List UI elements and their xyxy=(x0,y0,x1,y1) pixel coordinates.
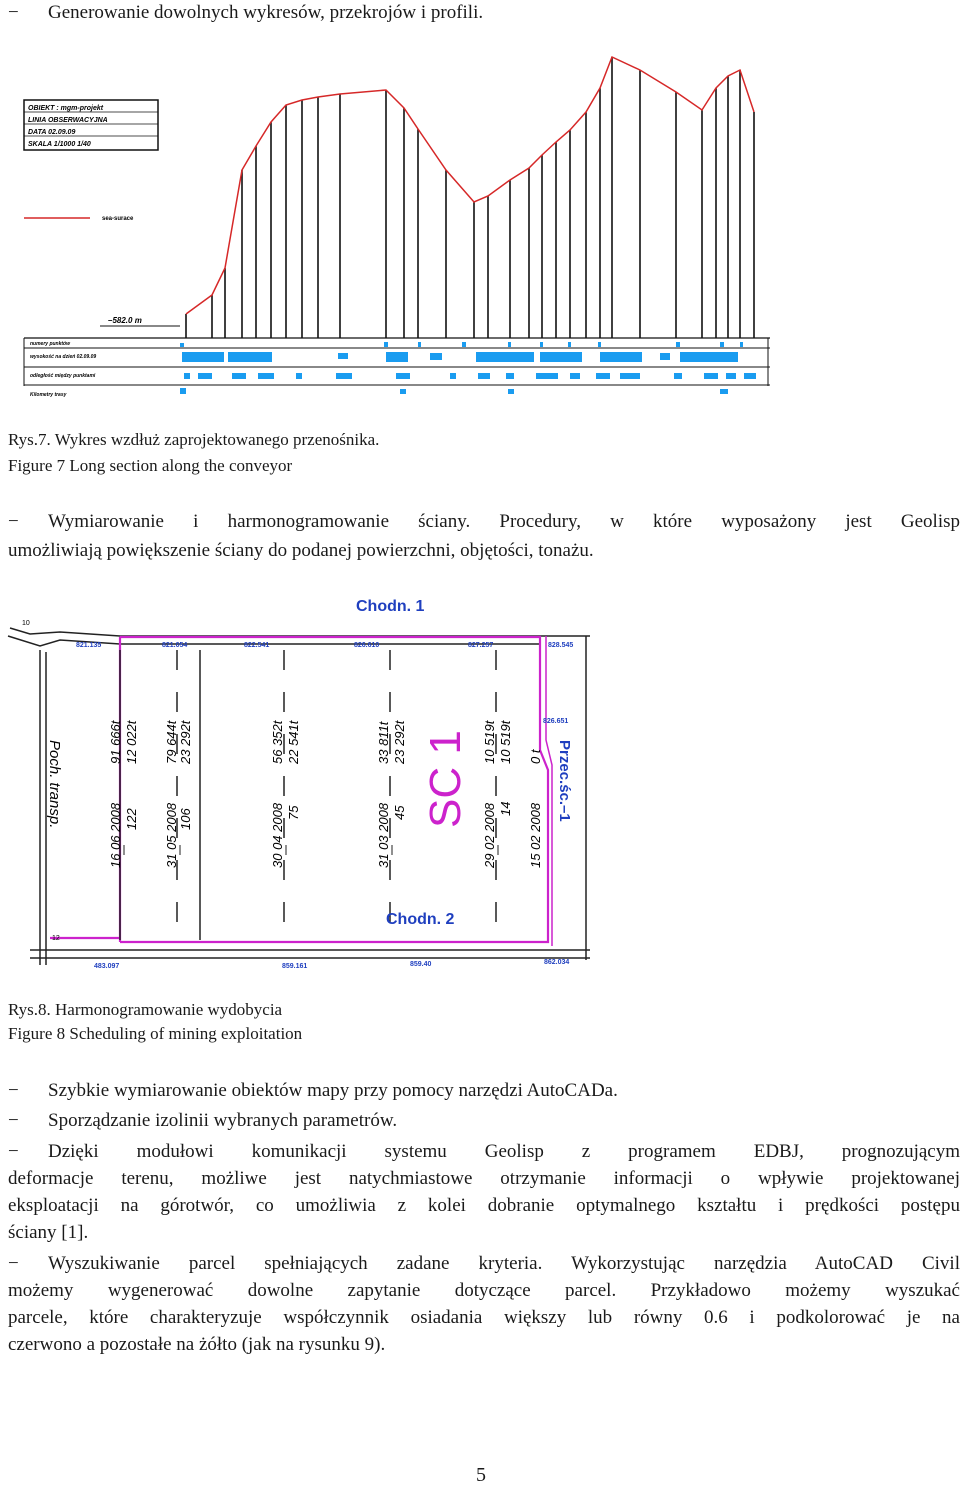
top-label-0: 821.135 xyxy=(76,642,102,649)
bullet-wymiarowanie-line1 xyxy=(8,508,960,535)
col5-date: 15 02 2008 xyxy=(528,802,543,868)
col3-t2: 23 292t xyxy=(392,720,407,764)
col5-t1: 0 t xyxy=(528,749,543,764)
legend-row-3: SKALA 1/1000 1/40 xyxy=(28,141,91,148)
figure8-caption-pl: Rys.8. Harmonogramowanie wydobycia xyxy=(8,1000,283,1019)
bullet-text: Wyszukiwanie parcel spełniających zadane kryteria. Wykorzystując narzędzia AutoCAD Civil xyxy=(48,1253,960,1274)
col0-days: 122 xyxy=(124,808,139,830)
figure7-caption-en: Figure 7 Long section along the conveyor xyxy=(8,456,293,475)
bullet-dash: − xyxy=(8,2,19,23)
table-row-1: wysokość na dzień 02.09.09 xyxy=(30,354,97,360)
top-label-4: 827.257 xyxy=(468,642,494,649)
legend-row-0: OBIEKT : mgm-projekt xyxy=(28,105,104,112)
legend-line-label: sea-surace xyxy=(102,216,134,222)
table-row-3: Kilometry trasy xyxy=(30,392,67,398)
col2-date: 30 04 2008 xyxy=(270,802,285,868)
col4-date: 29 02 2008 xyxy=(482,802,497,868)
col4-t2: 10 519t xyxy=(498,720,513,764)
col2-t1: 56 352t xyxy=(270,720,285,764)
col4-days: 14 xyxy=(498,801,513,816)
bullet-wymiarowanie-line2: umożliwiają powiększenie ściany do podanej powierzchni, objętości, tonażu. xyxy=(8,540,594,561)
bullet-text: Generowanie dowolnych wykresów, przekrojów i profili. xyxy=(48,2,484,23)
top-label-1: 821.054 xyxy=(162,642,188,649)
bullet-dzieki-line4: ściany [1]. xyxy=(8,1222,89,1243)
figure7-caption-pl: Rys.7. Wykres wzdłuż zaprojektowanego przenośnika. xyxy=(8,430,380,449)
corner-label-bottom: 12 xyxy=(52,935,60,942)
bullet-dash: − xyxy=(8,511,19,532)
bullet-dash: − xyxy=(8,1080,19,1101)
chodn1-label: Chodn. 1 xyxy=(356,598,425,615)
col1-t1: 79 644t xyxy=(164,720,179,764)
figure8-caption-en: Figure 8 Scheduling of mining exploitation xyxy=(8,1024,303,1043)
col2-days: 75 xyxy=(286,805,301,820)
sc1-label: SC 1 xyxy=(421,730,470,828)
top-label-5: 828.545 xyxy=(548,642,574,649)
figure7-long-section xyxy=(0,40,800,410)
bottom-label-0: 483.097 xyxy=(94,963,120,970)
bullet-dash: − xyxy=(8,1141,19,1162)
figure7-legend-box xyxy=(24,100,158,150)
col1-days: 106 xyxy=(178,808,193,830)
col3-days: 45 xyxy=(392,805,407,820)
right-label: 826.651 xyxy=(543,718,569,725)
figure8-scheduling-map xyxy=(0,590,600,975)
datum-label: –582.0 m xyxy=(108,316,142,325)
date-underlines xyxy=(124,845,498,855)
bullet-dzieki-line3: eksploatacji na górotwór, co umożliwia z kolei dobranie optymalnego kształtu i prędkości postępu xyxy=(8,1195,960,1216)
bullet-text: Wymiarowanie i harmonogramowanie ściany. Procedury, w które wyposażony jest Geolisp xyxy=(48,511,960,532)
col4-t1: 10 519t xyxy=(482,720,497,764)
bullet-text: Szybkie wymiarowanie obiektów mapy przy pomocy narzędzi AutoCADa. xyxy=(48,1080,618,1101)
bullet-dash: − xyxy=(8,1110,19,1131)
bottom-label-3: 862.034 xyxy=(544,959,570,966)
bullet-dzieki-line2: deformacje terenu, możliwe jest natychmiastowe otrzymanie informacji o wpływie projektowanej xyxy=(8,1168,960,1189)
bullet-text: Sporządzanie izolinii wybranych parametrów. xyxy=(48,1110,398,1131)
col3-t1: 33 811t xyxy=(376,721,391,764)
col0-t1: 91 666t xyxy=(108,720,123,764)
outline-lines xyxy=(8,628,590,965)
top-label-2: 822.541 xyxy=(244,642,270,649)
corner-label-top: 10 xyxy=(22,620,30,627)
bullet-sporzadzanie xyxy=(8,1108,397,1134)
bullet-wyszukiwanie-line3: parcele, które charakteryzuje współczynnik osiadania większy lub równy 0.6 i podkolorować je na xyxy=(8,1307,960,1328)
top-label-3: 826.610 xyxy=(354,642,380,649)
bullet-wyszukiwanie-line1 xyxy=(8,1250,960,1277)
schedule-columns xyxy=(108,719,543,869)
table-row-0: numery punktów xyxy=(30,341,71,347)
bullet-dash: − xyxy=(8,1253,19,1274)
col1-date: 31 05 2008 xyxy=(164,802,179,868)
bullet-generowanie xyxy=(8,0,483,26)
cyan-table-marks xyxy=(180,342,756,394)
legend-row-1: LINIA OBSERWACYJNA xyxy=(28,117,108,124)
col2-t2: 22 541t xyxy=(286,720,301,764)
col3-date: 31 03 2008 xyxy=(376,802,391,868)
figure7-table xyxy=(24,338,770,398)
col0-date: 16 06 2008 xyxy=(108,802,123,868)
przec-label: Przec.śc.–1 xyxy=(556,740,573,822)
col1-t2: 23 292t xyxy=(178,720,193,764)
poch-transp-label: Poch. transp. xyxy=(46,740,63,829)
bullet-dzieki-line1 xyxy=(8,1138,960,1165)
table-row-2: odległość między punktami xyxy=(30,373,96,379)
bottom-label-1: 859.161 xyxy=(282,963,308,970)
bottom-label-2: 859.40 xyxy=(410,961,432,968)
bullet-szybkie xyxy=(8,1078,618,1104)
chodn2-label: Chodn. 2 xyxy=(386,911,455,928)
panel-outline xyxy=(50,637,548,942)
legend-row-2: DATA 02.09.09 xyxy=(28,129,76,136)
page-number: 5 xyxy=(476,1464,486,1486)
bullet-wyszukiwanie-line4: czerwono a pozostałe na żółto (jak na rysunku 9). xyxy=(8,1334,386,1355)
bullet-wyszukiwanie-line2: możemy wygenerować dowolne zapytanie dotyczące parcel. Przykładowo możemy wyszukać xyxy=(8,1280,960,1301)
column-solid-lines xyxy=(120,650,200,940)
col0-t2: 12 022t xyxy=(124,720,139,764)
bullet-text: Dzięki modułowi komunikacji systemu Geolisp z programem EDBJ, prognozującym xyxy=(48,1141,960,1162)
